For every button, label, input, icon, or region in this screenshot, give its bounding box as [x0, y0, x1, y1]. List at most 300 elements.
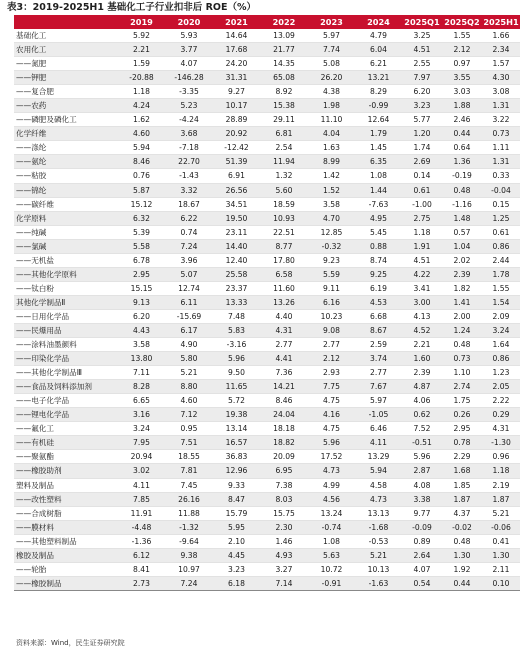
- table-row: [14, 141, 520, 155]
- value-cell: -0.32: [308, 239, 355, 253]
- value-cell: 0.48: [442, 338, 482, 352]
- row-label: 化学原料: [14, 211, 118, 225]
- value-cell: 3.58: [308, 197, 355, 211]
- value-cell: 1.87: [482, 492, 520, 506]
- value-cell: 4.70: [308, 211, 355, 225]
- header-name-column: [14, 15, 118, 29]
- value-cell: 18.59: [260, 197, 308, 211]
- table-row: [14, 380, 520, 394]
- row-label: ——磷肥及磷化工: [14, 113, 118, 127]
- value-cell: 5.96: [213, 352, 260, 366]
- value-cell: 4.43: [118, 323, 165, 337]
- value-cell: 3.23: [402, 99, 442, 113]
- value-cell: 4.07: [165, 57, 213, 71]
- value-cell: 7.24: [165, 576, 213, 590]
- header-cell: 2023: [308, 15, 355, 29]
- row-label: ——氮肥: [14, 57, 118, 71]
- value-cell: -1.16: [442, 197, 482, 211]
- row-label: ——橡胶制品: [14, 576, 118, 590]
- value-cell: 0.73: [442, 352, 482, 366]
- row-label: ——无机盐: [14, 253, 118, 267]
- table-row: [14, 239, 520, 253]
- value-cell: 22.51: [260, 225, 308, 239]
- value-cell: 10.93: [260, 211, 308, 225]
- value-cell: 0.88: [355, 239, 402, 253]
- value-cell: 12.96: [213, 464, 260, 478]
- value-cell: 12.85: [308, 225, 355, 239]
- value-cell: 9.23: [308, 253, 355, 267]
- value-cell: 0.76: [118, 169, 165, 183]
- value-cell: 2.21: [402, 338, 442, 352]
- row-label: ——民爆用品: [14, 323, 118, 337]
- value-cell: 1.18: [402, 225, 442, 239]
- value-cell: 5.58: [118, 239, 165, 253]
- value-cell: 1.98: [308, 99, 355, 113]
- value-cell: 23.11: [213, 225, 260, 239]
- value-cell: 7.74: [308, 43, 355, 57]
- value-cell: 6.95: [260, 464, 308, 478]
- value-cell: 24.20: [213, 57, 260, 71]
- value-cell: 7.97: [402, 71, 442, 85]
- table-row: [14, 225, 520, 239]
- value-cell: 17.68: [213, 43, 260, 57]
- header-cell: 2025Q1: [402, 15, 442, 29]
- value-cell: 9.33: [213, 478, 260, 492]
- value-cell: -0.91: [308, 576, 355, 590]
- value-cell: 6.04: [355, 43, 402, 57]
- value-cell: 2.73: [118, 576, 165, 590]
- value-cell: 5.23: [165, 99, 213, 113]
- value-cell: 1.88: [442, 99, 482, 113]
- table-row: [14, 127, 520, 141]
- value-cell: 4.13: [402, 309, 442, 323]
- value-cell: 5.60: [260, 183, 308, 197]
- value-cell: 7.85: [118, 492, 165, 506]
- value-cell: 2.77: [260, 338, 308, 352]
- value-cell: 7.45: [165, 478, 213, 492]
- row-label: ——其他塑料制品: [14, 534, 118, 548]
- value-cell: 19.38: [213, 408, 260, 422]
- value-cell: 4.60: [118, 127, 165, 141]
- value-cell: 0.33: [482, 169, 520, 183]
- value-cell: 4.51: [402, 43, 442, 57]
- value-cell: 5.92: [118, 29, 165, 43]
- table-row: [14, 169, 520, 183]
- value-cell: 7.12: [165, 408, 213, 422]
- value-cell: 3.32: [165, 183, 213, 197]
- value-cell: 1.60: [402, 352, 442, 366]
- value-cell: 2.93: [308, 366, 355, 380]
- table-row: [14, 85, 520, 99]
- value-cell: 5.07: [165, 267, 213, 281]
- value-cell: 7.52: [402, 422, 442, 436]
- value-cell: 1.78: [482, 267, 520, 281]
- value-cell: 8.46: [118, 155, 165, 169]
- table-row: [14, 197, 520, 211]
- value-cell: 0.86: [482, 352, 520, 366]
- value-cell: 12.64: [355, 113, 402, 127]
- table-row: [14, 576, 520, 590]
- value-cell: 16.57: [213, 436, 260, 450]
- value-cell: 13.26: [260, 295, 308, 309]
- value-cell: 11.60: [260, 281, 308, 295]
- value-cell: 10.13: [355, 562, 402, 576]
- table-row: [14, 436, 520, 450]
- value-cell: -0.51: [402, 436, 442, 450]
- value-cell: 1.55: [482, 281, 520, 295]
- value-cell: 4.53: [355, 295, 402, 309]
- value-cell: 14.64: [213, 29, 260, 43]
- value-cell: 6.35: [355, 155, 402, 169]
- header-cell: 2020: [165, 15, 213, 29]
- value-cell: 4.08: [402, 478, 442, 492]
- value-cell: 5.72: [213, 394, 260, 408]
- header-cell: 2025H1: [483, 17, 519, 27]
- header-cell: 2021: [213, 15, 260, 29]
- value-cell: -1.36: [118, 534, 165, 548]
- value-cell: 4.38: [308, 85, 355, 99]
- value-cell: 10.97: [165, 562, 213, 576]
- value-cell: -0.99: [355, 99, 402, 113]
- value-cell: 4.99: [308, 478, 355, 492]
- row-label: ——橡胶助剂: [14, 464, 118, 478]
- value-cell: -146.28: [165, 71, 213, 85]
- value-cell: 1.91: [402, 239, 442, 253]
- value-cell: 4.75: [308, 422, 355, 436]
- value-cell: 9.27: [213, 85, 260, 99]
- value-cell: 7.48: [213, 309, 260, 323]
- value-cell: 5.39: [118, 225, 165, 239]
- value-cell: 6.21: [355, 57, 402, 71]
- value-cell: 6.32: [118, 211, 165, 225]
- value-cell: 7.75: [308, 380, 355, 394]
- value-cell: 2.09: [482, 309, 520, 323]
- table-row: [14, 534, 520, 548]
- row-label: ——钾肥: [14, 71, 118, 85]
- value-cell: 4.45: [213, 548, 260, 562]
- value-cell: 5.95: [213, 520, 260, 534]
- value-cell: 0.26: [442, 408, 482, 422]
- value-cell: -1.05: [355, 408, 402, 422]
- value-cell: 13.24: [308, 506, 355, 520]
- value-cell: 2.87: [402, 464, 442, 478]
- value-cell: 36.83: [213, 450, 260, 464]
- row-label: ——聚氨酯: [14, 450, 118, 464]
- value-cell: 2.12: [442, 43, 482, 57]
- value-cell: 9.13: [118, 295, 165, 309]
- value-cell: -0.04: [482, 183, 520, 197]
- value-cell: 0.44: [442, 576, 482, 590]
- value-cell: 22.70: [165, 155, 213, 169]
- value-cell: 1.85: [442, 478, 482, 492]
- value-cell: 3.68: [165, 127, 213, 141]
- table-row: [14, 183, 520, 197]
- value-cell: 4.73: [308, 464, 355, 478]
- value-cell: -4.24: [165, 113, 213, 127]
- row-label: ——轮胎: [14, 562, 118, 576]
- value-cell: 4.07: [402, 562, 442, 576]
- value-cell: 1.32: [260, 169, 308, 183]
- value-cell: 18.18: [260, 422, 308, 436]
- value-cell: 18.67: [165, 197, 213, 211]
- value-cell: -1.32: [165, 520, 213, 534]
- value-cell: 1.92: [442, 562, 482, 576]
- value-cell: -0.53: [355, 534, 402, 548]
- value-cell: -7.63: [355, 197, 402, 211]
- value-cell: 15.15: [118, 281, 165, 295]
- header-cell: 2024: [355, 15, 402, 29]
- value-cell: 1.24: [442, 323, 482, 337]
- value-cell: 1.30: [442, 548, 482, 562]
- value-cell: 1.18: [118, 85, 165, 99]
- value-cell: -20.88: [118, 71, 165, 85]
- value-cell: 8.99: [308, 155, 355, 169]
- value-cell: 8.47: [213, 492, 260, 506]
- value-cell: 0.29: [482, 408, 520, 422]
- value-cell: 3.03: [442, 85, 482, 99]
- value-cell: 3.08: [482, 85, 520, 99]
- value-cell: 7.38: [260, 478, 308, 492]
- table-row: [14, 43, 520, 57]
- value-cell: 8.92: [260, 85, 308, 99]
- value-cell: 13.29: [355, 450, 402, 464]
- value-cell: 25.58: [213, 267, 260, 281]
- value-cell: -9.64: [165, 534, 213, 548]
- value-cell: 2.39: [442, 267, 482, 281]
- value-cell: 2.69: [402, 155, 442, 169]
- value-cell: 15.38: [260, 99, 308, 113]
- value-cell: 1.04: [442, 239, 482, 253]
- row-label: 农用化工: [14, 43, 118, 57]
- value-cell: 1.23: [482, 366, 520, 380]
- row-label: ——纯碱: [14, 225, 118, 239]
- value-cell: 4.31: [482, 422, 520, 436]
- value-cell: 4.87: [402, 380, 442, 394]
- value-cell: 0.57: [442, 225, 482, 239]
- value-cell: -7.18: [165, 141, 213, 155]
- table-row: [14, 506, 520, 520]
- value-cell: 5.80: [165, 352, 213, 366]
- row-label: ——钛白粉: [14, 281, 118, 295]
- value-cell: 1.25: [482, 211, 520, 225]
- value-cell: 1.08: [355, 169, 402, 183]
- value-cell: 7.11: [118, 366, 165, 380]
- value-cell: 3.77: [165, 43, 213, 57]
- row-label: ——氟化工: [14, 422, 118, 436]
- table-row: [14, 281, 520, 295]
- value-cell: 2.54: [260, 141, 308, 155]
- value-cell: 11.10: [308, 113, 355, 127]
- value-cell: 3.38: [402, 492, 442, 506]
- value-cell: 9.38: [165, 548, 213, 562]
- value-cell: 2.39: [402, 366, 442, 380]
- value-cell: -0.02: [442, 520, 482, 534]
- value-cell: 2.77: [308, 338, 355, 352]
- value-cell: 11.88: [165, 506, 213, 520]
- value-cell: 1.59: [118, 57, 165, 71]
- value-cell: 1.31: [482, 155, 520, 169]
- value-cell: 6.22: [165, 211, 213, 225]
- value-cell: 6.16: [308, 295, 355, 309]
- row-label: ——印染化学品: [14, 352, 118, 366]
- value-cell: 8.28: [118, 380, 165, 394]
- value-cell: -1.00: [402, 197, 442, 211]
- value-cell: 0.54: [402, 576, 442, 590]
- value-cell: 8.03: [260, 492, 308, 506]
- value-cell: 7.24: [165, 239, 213, 253]
- value-cell: 2.05: [482, 380, 520, 394]
- value-cell: 1.11: [482, 141, 520, 155]
- value-cell: 31.31: [213, 71, 260, 85]
- table-row: [14, 113, 520, 127]
- row-label: ——涤纶: [14, 141, 118, 155]
- value-cell: 4.90: [165, 338, 213, 352]
- value-cell: 3.24: [118, 422, 165, 436]
- header-cell: 2022: [260, 15, 308, 29]
- value-cell: 8.67: [355, 323, 402, 337]
- roe-table: [14, 15, 520, 591]
- value-cell: 1.68: [442, 464, 482, 478]
- table-header-row: [14, 15, 520, 29]
- value-cell: 0.95: [165, 422, 213, 436]
- value-cell: 5.83: [213, 323, 260, 337]
- value-cell: 6.20: [118, 309, 165, 323]
- value-cell: 6.78: [118, 253, 165, 267]
- value-cell: 9.77: [402, 506, 442, 520]
- value-cell: 3.22: [482, 113, 520, 127]
- table-row: [14, 464, 520, 478]
- value-cell: -1.30: [482, 436, 520, 450]
- value-cell: -1.63: [355, 576, 402, 590]
- value-cell: 2.44: [482, 253, 520, 267]
- value-cell: 1.79: [355, 127, 402, 141]
- table-row: [14, 267, 520, 281]
- value-cell: 4.24: [118, 99, 165, 113]
- value-cell: 4.56: [308, 492, 355, 506]
- value-cell: 0.73: [482, 127, 520, 141]
- value-cell: 2.64: [402, 548, 442, 562]
- row-label: ——其他化学原料: [14, 267, 118, 281]
- value-cell: 14.35: [260, 57, 308, 71]
- value-cell: 1.45: [355, 141, 402, 155]
- value-cell: 4.52: [402, 323, 442, 337]
- row-label: ——膜材料: [14, 520, 118, 534]
- value-cell: 26.56: [213, 183, 260, 197]
- value-cell: 1.75: [442, 394, 482, 408]
- value-cell: 26.16: [165, 492, 213, 506]
- value-cell: 10.17: [213, 99, 260, 113]
- value-cell: 1.74: [402, 141, 442, 155]
- value-cell: 2.22: [482, 394, 520, 408]
- value-cell: 7.51: [165, 436, 213, 450]
- value-cell: 8.77: [260, 239, 308, 253]
- value-cell: 51.39: [213, 155, 260, 169]
- table-row: [14, 492, 520, 506]
- value-cell: 13.80: [118, 352, 165, 366]
- value-cell: 6.46: [355, 422, 402, 436]
- value-cell: 4.16: [308, 408, 355, 422]
- row-label: 塑料及制品: [14, 478, 118, 492]
- value-cell: 1.48: [442, 211, 482, 225]
- value-cell: 1.52: [308, 183, 355, 197]
- value-cell: 4.79: [355, 29, 402, 43]
- value-cell: 6.65: [118, 394, 165, 408]
- table-row: [14, 408, 520, 422]
- value-cell: 1.20: [402, 127, 442, 141]
- value-cell: 5.97: [355, 394, 402, 408]
- value-cell: 2.10: [213, 534, 260, 548]
- value-cell: 20.09: [260, 450, 308, 464]
- value-cell: 3.23: [213, 562, 260, 576]
- value-cell: 34.51: [213, 197, 260, 211]
- row-label: ——合成树脂: [14, 506, 118, 520]
- table-row: [14, 155, 520, 169]
- value-cell: 19.50: [213, 211, 260, 225]
- value-cell: 0.89: [402, 534, 442, 548]
- value-cell: 2.95: [118, 267, 165, 281]
- value-cell: 2.55: [402, 57, 442, 71]
- row-label: ——有机硅: [14, 436, 118, 450]
- value-cell: 2.34: [482, 43, 520, 57]
- row-label: 其他化学制品Ⅱ: [14, 295, 118, 309]
- value-cell: 2.59: [355, 338, 402, 352]
- value-cell: 1.62: [118, 113, 165, 127]
- row-label: ——复合肥: [14, 85, 118, 99]
- value-cell: 5.21: [482, 506, 520, 520]
- value-cell: 5.59: [308, 267, 355, 281]
- value-cell: 6.11: [165, 295, 213, 309]
- value-cell: -4.48: [118, 520, 165, 534]
- value-cell: 1.42: [308, 169, 355, 183]
- value-cell: 65.08: [260, 71, 308, 85]
- value-cell: 1.18: [482, 464, 520, 478]
- value-cell: 11.94: [260, 155, 308, 169]
- row-label: ——食品及饲料添加剂: [14, 380, 118, 394]
- table-body: [14, 29, 520, 590]
- value-cell: 1.54: [482, 295, 520, 309]
- value-cell: 3.24: [482, 323, 520, 337]
- value-cell: 4.11: [118, 478, 165, 492]
- value-cell: 7.81: [165, 464, 213, 478]
- value-cell: 0.41: [482, 534, 520, 548]
- value-cell: 6.91: [213, 169, 260, 183]
- value-cell: 18.82: [260, 436, 308, 450]
- value-cell: 24.04: [260, 408, 308, 422]
- value-cell: 2.77: [355, 366, 402, 380]
- value-cell: 7.36: [260, 366, 308, 380]
- value-cell: 5.97: [308, 29, 355, 43]
- row-label: ——锦纶: [14, 183, 118, 197]
- value-cell: 2.29: [442, 450, 482, 464]
- row-label: 化学纤维: [14, 127, 118, 141]
- table-row: [14, 323, 520, 337]
- value-cell: 6.20: [402, 85, 442, 99]
- value-cell: 20.92: [213, 127, 260, 141]
- value-cell: -0.19: [442, 169, 482, 183]
- row-label: ——氯碱: [14, 239, 118, 253]
- table-caption: 表3：2019-2025H1 基础化工子行业扣非后 ROE（%）: [7, 2, 257, 13]
- value-cell: 8.29: [355, 85, 402, 99]
- value-cell: 21.77: [260, 43, 308, 57]
- value-cell: -3.16: [213, 338, 260, 352]
- value-cell: 4.93: [260, 548, 308, 562]
- value-cell: 13.33: [213, 295, 260, 309]
- value-cell: 9.50: [213, 366, 260, 380]
- value-cell: 4.11: [355, 436, 402, 450]
- value-cell: 8.74: [355, 253, 402, 267]
- value-cell: 3.96: [165, 253, 213, 267]
- value-cell: 28.89: [213, 113, 260, 127]
